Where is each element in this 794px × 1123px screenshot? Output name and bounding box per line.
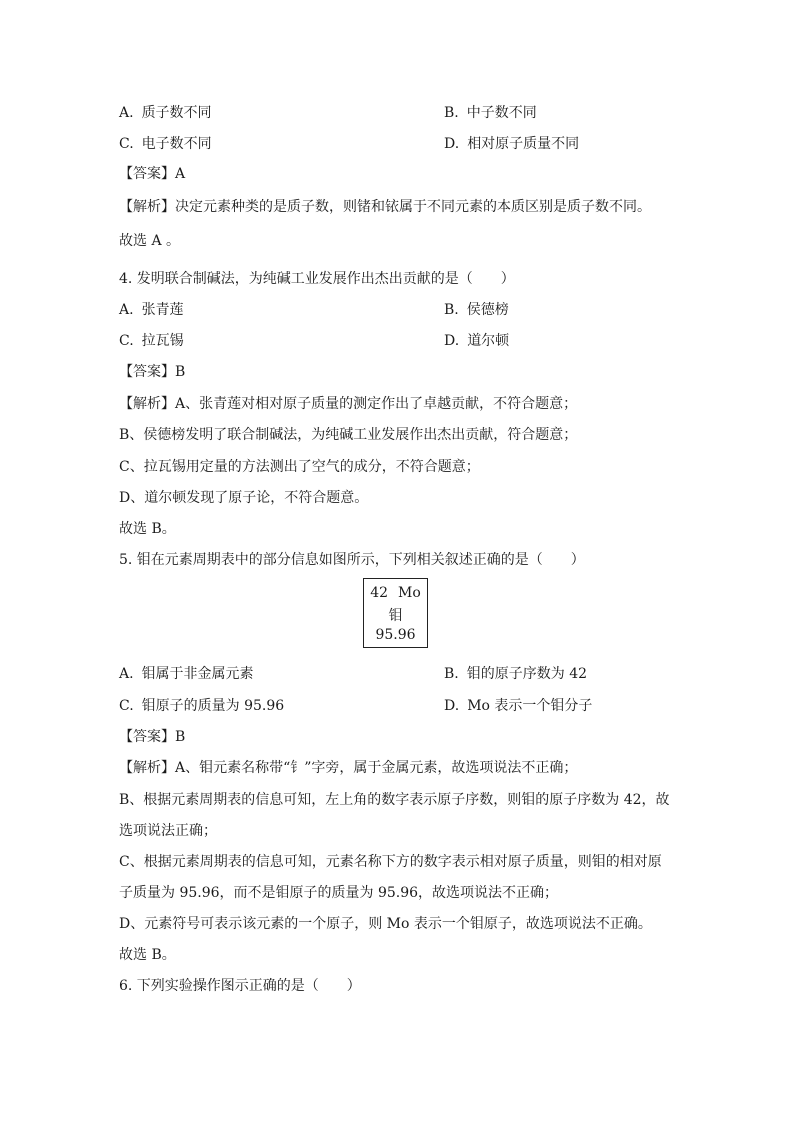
q4-option-d bbox=[444, 332, 509, 350]
q4-question: 4. 发明联合制碱法，为纯碱工业发展作出杰出贡献的是（ ） bbox=[119, 271, 515, 287]
q5-analysis-line: D、元素符号可表示该元素的一个原子，则 Mo 表示一个钼原子，故选项说法不正确。 bbox=[119, 916, 652, 932]
q3-option-d bbox=[444, 135, 579, 153]
q3-option-b bbox=[444, 104, 537, 122]
q5-question: 5. 钼在元素周期表中的部分信息如图所示，下列相关叙述正确的是（ ） bbox=[119, 552, 585, 568]
q4-conclusion: 故选 B。 bbox=[119, 521, 176, 537]
option-letter: B. bbox=[444, 666, 459, 682]
q5-option-d bbox=[444, 697, 592, 715]
q4-analysis-line: 【解析】A、张青莲对相对原子质量的测定作出了卓越贡献，不符合题意； bbox=[119, 396, 578, 412]
q5-options-row-1 bbox=[119, 665, 699, 683]
q4-analysis-line: D、道尔顿发现了原子论，不符合题意。 bbox=[119, 490, 369, 506]
q6-question: 6. 下列实验操作图示正确的是（ ） bbox=[119, 978, 361, 994]
periodic-table-cell bbox=[363, 578, 428, 648]
option-text: 钼属于非金属元素 bbox=[141, 666, 254, 682]
option-letter: C. bbox=[119, 698, 134, 714]
option-text: 钼原子的质量为 95.96 bbox=[141, 698, 285, 714]
option-text: 相对原子质量不同 bbox=[467, 136, 580, 152]
q4-option-b bbox=[444, 301, 509, 319]
element-card-top bbox=[364, 585, 427, 601]
option-text: Mo 表示一个钼分子 bbox=[467, 698, 593, 714]
q3-options-row-2 bbox=[119, 135, 699, 153]
q5-options-row-2 bbox=[119, 697, 699, 715]
option-text: 钼的原子序数为 42 bbox=[466, 666, 588, 682]
option-text: 拉瓦锡 bbox=[141, 333, 184, 349]
option-text: 张青莲 bbox=[141, 302, 184, 318]
q3-conclusion: 故选 A 。 bbox=[119, 233, 181, 249]
option-letter: B. bbox=[444, 302, 459, 318]
q4-answer: 【答案】B bbox=[119, 364, 186, 380]
option-text: 质子数不同 bbox=[141, 105, 212, 121]
option-letter: A. bbox=[119, 666, 134, 682]
option-letter: C. bbox=[119, 333, 134, 349]
option-letter: D. bbox=[444, 136, 460, 152]
q3-answer: 【答案】A bbox=[119, 166, 186, 182]
q4-option-c bbox=[119, 332, 184, 350]
q5-answer: 【答案】B bbox=[119, 729, 186, 745]
q4-option-a bbox=[119, 301, 184, 319]
q3-analysis: 【解析】决定元素种类的是质子数，则锗和铱属于不同元素的本质区别是质子数不同。 bbox=[119, 199, 651, 215]
option-text: 道尔顿 bbox=[467, 333, 510, 349]
option-letter: A. bbox=[119, 105, 134, 121]
q3-options-row-1 bbox=[119, 104, 699, 122]
option-text: 侯德榜 bbox=[466, 302, 509, 318]
option-text: 电子数不同 bbox=[141, 136, 212, 152]
q5-analysis-line: B、根据元素周期表的信息可知，左上角的数字表示原子序数，则钼的原子序数为 42，故 bbox=[119, 792, 670, 808]
option-letter: D. bbox=[444, 333, 460, 349]
q5-option-b bbox=[444, 665, 587, 683]
atomic-number: 42 bbox=[370, 585, 389, 601]
q5-option-a bbox=[119, 665, 254, 683]
q5-analysis-line: 子质量为 95.96，而不是钼原子的质量为 95.96，故选项说法不正确； bbox=[119, 885, 559, 901]
q4-options-row-2 bbox=[119, 332, 699, 350]
q5-conclusion: 故选 B。 bbox=[119, 947, 176, 963]
option-text: 中子数不同 bbox=[466, 105, 537, 121]
element-symbol: Mo bbox=[398, 585, 421, 601]
q4-analysis-line: B、侯德榜发明了联合制碱法，为纯碱工业发展作出杰出贡献，符合题意； bbox=[119, 427, 578, 443]
q5-analysis-line: C、根据元素周期表的信息可知，元素名称下方的数字表示相对原子质量，则钼的相对原 bbox=[119, 854, 662, 870]
q5-option-c bbox=[119, 697, 284, 715]
element-name: 钼 bbox=[388, 608, 403, 624]
atomic-mass: 95.96 bbox=[375, 627, 416, 643]
q4-options-row-1 bbox=[119, 301, 699, 319]
q5-analysis-line: 选项说法正确； bbox=[119, 823, 217, 839]
option-letter: A. bbox=[119, 302, 134, 318]
option-letter: B. bbox=[444, 105, 459, 121]
q4-analysis-line: C、拉瓦锡用定量的方法测出了空气的成分，不符合题意； bbox=[119, 459, 480, 475]
option-letter: C. bbox=[119, 136, 134, 152]
option-letter: D. bbox=[444, 698, 460, 714]
q3-option-c bbox=[119, 135, 212, 153]
q5-analysis-line: 【解析】A、钼元素名称带“钅”字旁，属于金属元素，故选项说法不正确； bbox=[119, 760, 578, 776]
q3-option-a bbox=[119, 104, 212, 122]
